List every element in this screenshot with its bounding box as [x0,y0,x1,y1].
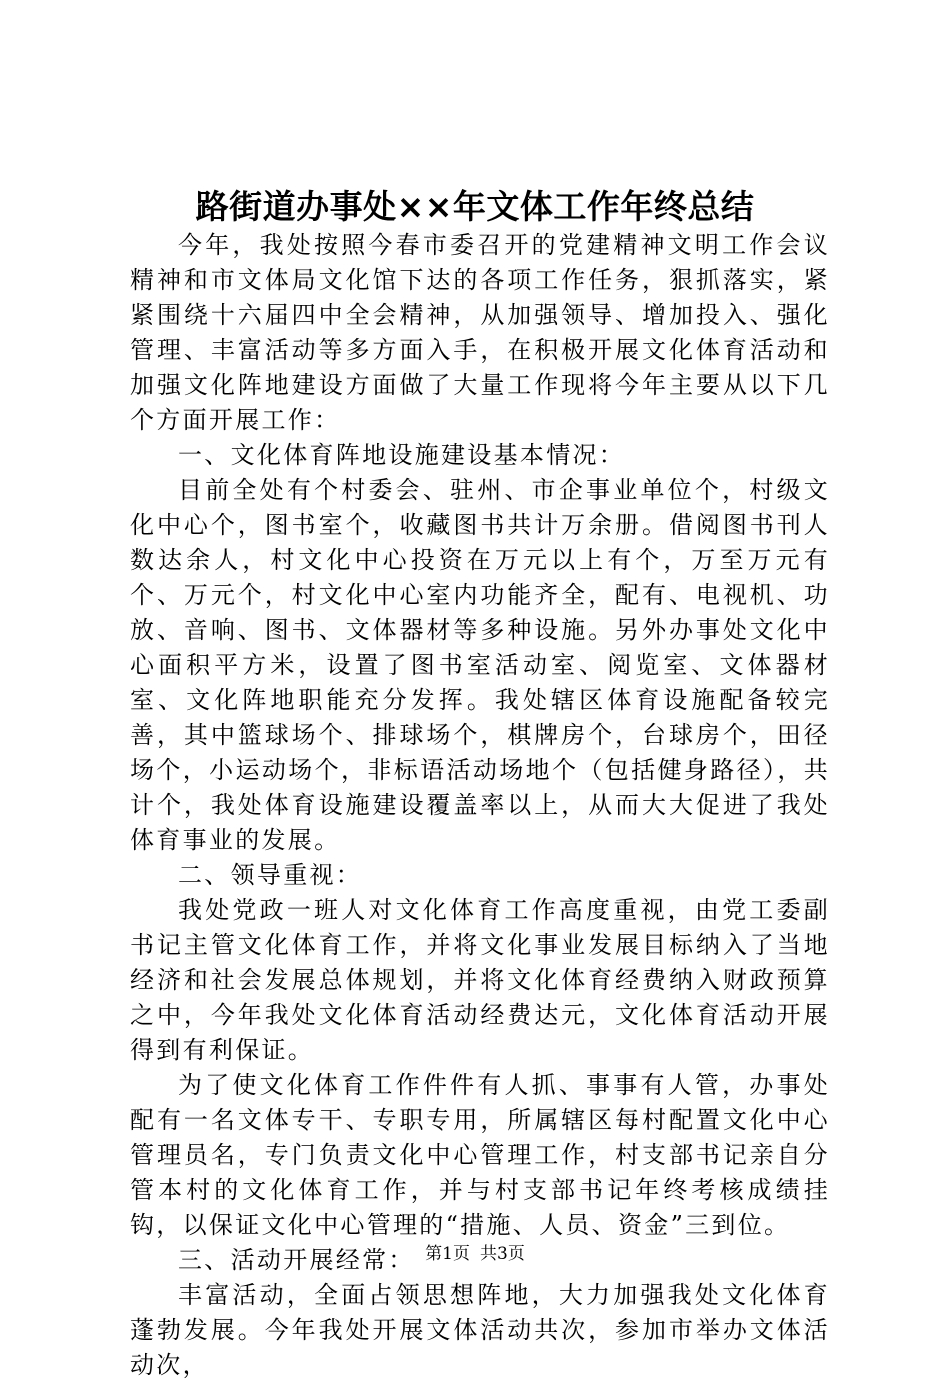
section-heading-activities: 三、活动开展经常： [178,1246,415,1274]
paragraph-intro: 今年，我处按照今春市委召开的党建精神文明工作会议精神和市文体局文化馆下达的各项工作任务，狠抓落实，紧紧围绕十六届四中全会精神，从加强领导、增加投入、强化管理、丰富活动等多方面入手，在积极开展文化体育活动和加强文化阵地建设方面做了大量工作现将今年主要从以下几个方面开展工作： [130,231,830,434]
section-heading-leadership: 二、领导重视： [178,861,363,889]
document-title: 路街道办事处××年文体工作年终总结 [195,187,755,226]
page-number-current: 第1页 [425,1244,470,1264]
page-footer [0,1242,950,1266]
paragraph-activities: 丰富活动，全面占领思想阵地，大力加强我处文化体育蓬勃发展。今年我处开展文体活动共次，参加市举办文体活动次， [130,1281,830,1379]
section-heading-facilities: 一、文化体育阵地设施建设基本情况： [178,441,626,469]
document-body [130,228,830,1383]
paragraph-staffing: 为了使文化体育工作件件有人抓、事事有人管，办事处配有一名文体专干、专职专用，所属辖区每村配置文化中心管理员名，专门负责文化中心管理工作，村支部书记亲自分管本村的文化体育工作，并与村支部书记年终考核成绩挂钩，以保证文化中心管理的“措施、人员、资金”三到位。 [130,1071,830,1239]
paragraph-facilities: 目前全处有个村委会、驻州、市企事业单位个，村级文化中心个，图书室个，收藏图书共计万余册。借阅图书刊人数达余人，村文化中心投资在万元以上有个，万至万元有个、万元个，村文化中心室内功能齐全，配有、电视机、功放、音响、图书、文体器材等多种设施。另外办事处文化中心面积平方米，设置了图书室活动室、阅览室、文体器材室、文化阵地职能充分发挥。我处辖区体育设施配备较完善，其中篮球场个、排球场个，棋牌房个，台球房个，田径场个，小运动场个，非标语活动场地个（包括健身路径），共计个，我处体育设施建设覆盖率以上，从而大大促进了我处体育事业的发展。 [130,476,830,854]
paragraph-leadership: 我处党政一班人对文化体育工作高度重视，由党工委副书记主管文化体育工作，并将文化事业发展目标纳入了当地经济和社会发展总体规划，并将文化体育经费纳入财政预算之中，今年我处文化体育活动经费达元，文化体育活动开展得到有利保证。 [130,896,830,1064]
page-number-total: 共3页 [480,1244,525,1264]
